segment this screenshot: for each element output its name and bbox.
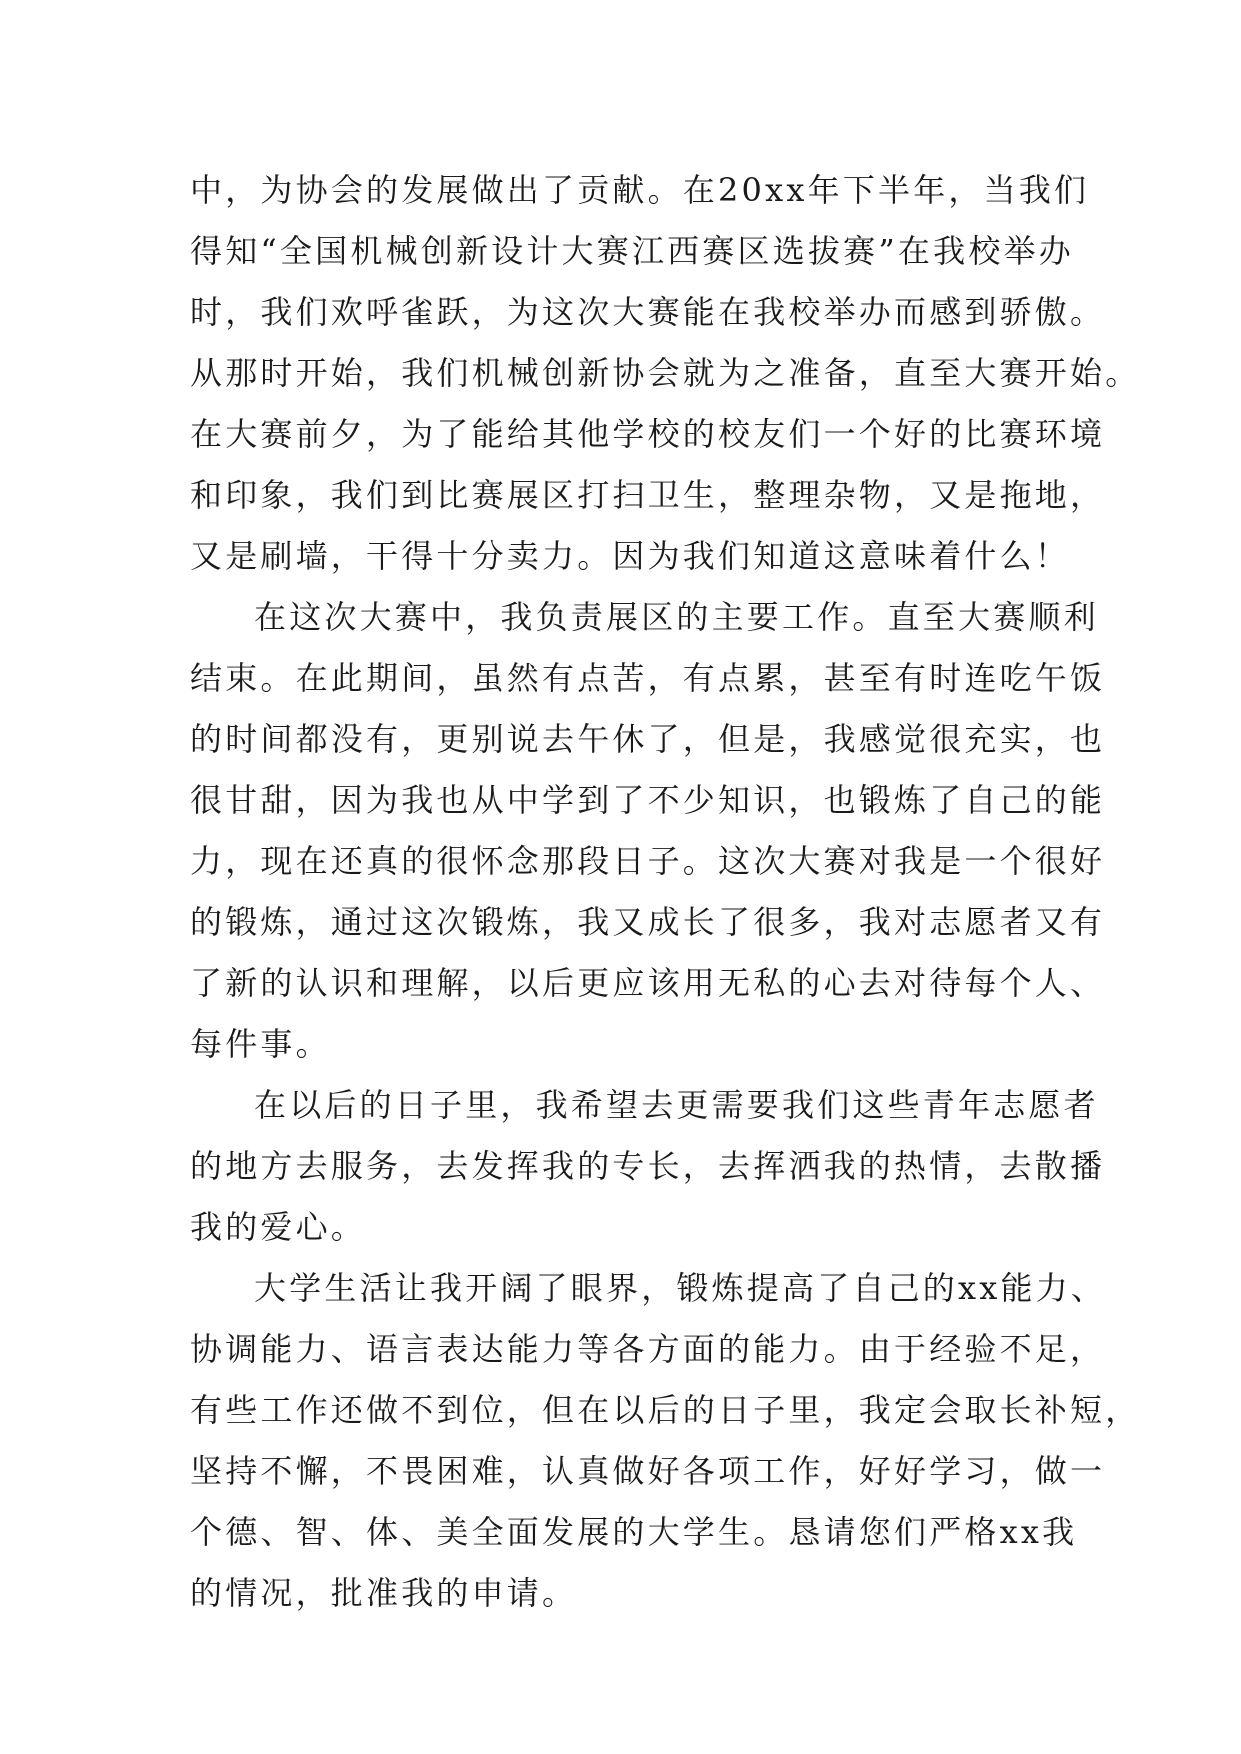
text-line: 的情况，批准我的申请。 <box>190 1574 578 1612</box>
text-line: 个德、智、体、美全面发展的大学生。恳请您们严格xx我 <box>190 1513 1078 1551</box>
paragraph-first-line: 在以后的日子里，我希望去更需要我们这些青年志愿者 <box>254 1086 1099 1124</box>
text-line: 了新的认识和理解，以后更应该用无私的心去对待每个人、 <box>190 964 1106 1002</box>
text-line: 每件事。 <box>190 1025 331 1063</box>
text-line: 坚持不懈，不畏困难，认真做好各项工作，好好学习，做一 <box>190 1452 1106 1490</box>
text-line: 中，为协会的发展做出了贡献。在20xx年下半年，当我们 <box>190 171 1090 209</box>
text-line: 的时间都没有，更别说去午休了，但是，我感觉很充实，也 <box>190 720 1106 758</box>
text-line: 的地方去服务，去发挥我的专长，去挥洒我的热情，去散播 <box>190 1147 1106 1185</box>
text-line: 很甘甜，因为我也从中学到了不少知识，也锻炼了自己的能 <box>190 781 1106 819</box>
text-line: 又是刷墙，干得十分卖力。因为我们知道这意味着什么！ <box>190 537 1071 575</box>
paragraph-first-line: 在这次大赛中，我负责展区的主要工作。直至大赛顺利 <box>254 598 1099 636</box>
text-line: 和印象，我们到比赛展区打扫卫生，整理杂物，又是拖地， <box>190 476 1106 514</box>
text-line: 在大赛前夕，为了能给其他学校的校友们一个好的比赛环境 <box>190 415 1106 453</box>
body-text <box>190 160 1141 1624</box>
text-line: 协调能力、语言表达能力等各方面的能力。由于经验不足， <box>190 1330 1106 1368</box>
paragraph-first-line: 大学生活让我开阔了眼界，锻炼提高了自己的xx能力、 <box>254 1269 1107 1307</box>
text-line: 有些工作还做不到位，但在以后的日子里，我定会取长补短， <box>190 1391 1141 1429</box>
text-line: 结束。在此期间，虽然有点苦，有点累，甚至有时连吃午饭 <box>190 659 1106 697</box>
text-line: 我的爱心。 <box>190 1208 367 1246</box>
text-line: 得知“全国机械创新设计大赛江西赛区选拔赛”在我校举办 <box>190 232 1074 270</box>
text-line: 的锻炼，通过这次锻炼，我又成长了很多，我对志愿者又有 <box>190 903 1106 941</box>
text-line: 从那时开始，我们机械创新协会就为之准备，直至大赛开始。 <box>190 354 1141 392</box>
text-line: 时，我们欢呼雀跃，为这次大赛能在我校举办而感到骄傲。 <box>190 293 1106 331</box>
text-line: 力，现在还真的很怀念那段日子。这次大赛对我是一个很好 <box>190 842 1106 880</box>
